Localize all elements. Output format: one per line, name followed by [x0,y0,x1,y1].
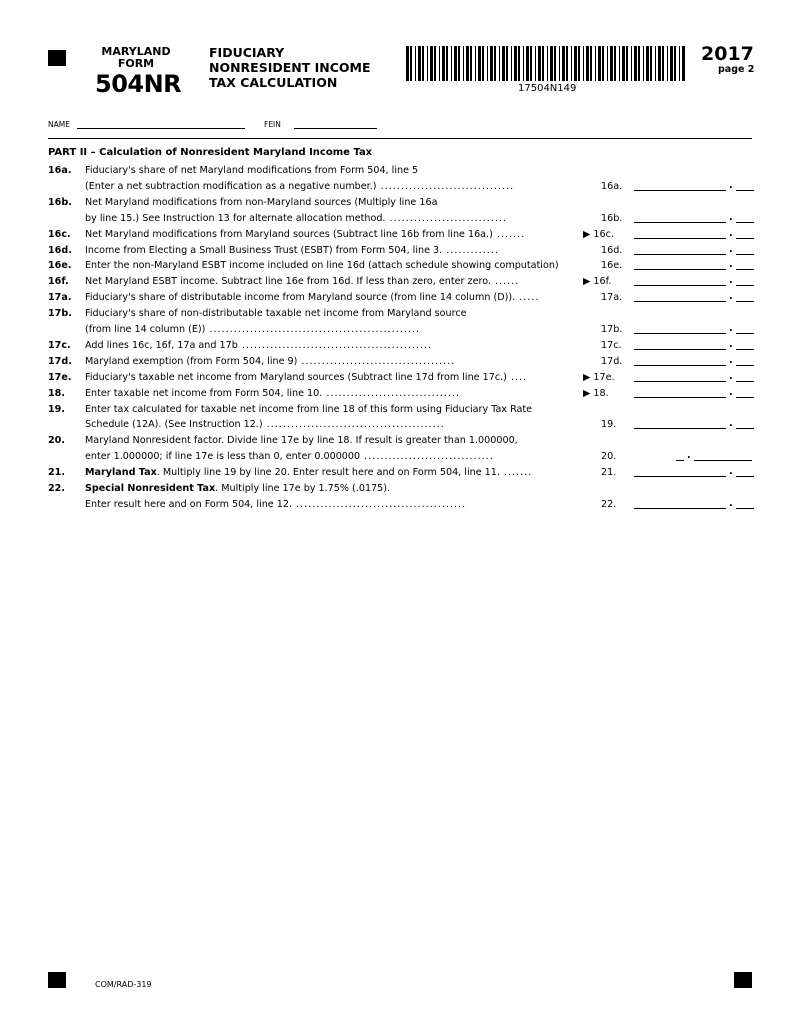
tax-year: 2017 [701,43,754,65]
form-line-row [48,227,758,243]
amount-cents-field[interactable] [736,269,754,270]
amount-dollars-field[interactable] [634,381,726,382]
amount-cents-field[interactable] [736,428,754,429]
line-reference: 19. [601,419,617,431]
decimal-point: . [729,275,733,287]
barcode-bar [442,46,445,81]
form-line-row [48,322,758,338]
line-number: 19. [48,403,65,415]
form-line-row [48,370,758,386]
dot-leader: ............. [442,244,499,256]
barcode-bar [610,46,613,81]
dot-leader: ..... [515,292,540,304]
dot-leader: ...................................... [297,355,456,367]
line-number: 16f. [48,276,69,288]
amount-dollars-field[interactable] [634,476,726,477]
barcode-bar [511,46,512,81]
form-line-row [48,274,758,290]
form-line-row [48,497,758,513]
decimal-point: . [729,354,733,366]
line-reference: 16b. [601,212,623,224]
barcode-bar [559,46,560,81]
line-reference: 17a. [601,292,623,304]
form-line-row [48,179,758,195]
barcode-bar [454,46,457,81]
registration-mark-top-left [48,50,66,66]
dot-leader: ................................. [322,387,460,399]
dot-leader: ................................ [360,451,494,463]
amount-dollars-field[interactable] [634,428,726,429]
barcode-bar [607,46,608,81]
line-text-body: . Multiply line 17e by 1.75% (.0175). [215,483,391,494]
amount-cents-field[interactable] [736,222,754,223]
line-text [85,290,539,306]
line-text [85,243,499,259]
dot-leader: .................................................... [205,324,421,335]
barcode-bar [466,46,469,81]
line-text-body: Maryland Nonresident factor. Divide line 17e by line 18. If result is greater than 1.000000, [85,435,518,447]
line-text-body: Maryland exemption (from Form 504, line 9) [85,355,298,367]
decimal-point: . [729,259,733,271]
line-text [85,481,390,497]
barcode-bar [566,46,568,81]
line-text-body: (from line 14 column (E)) [85,324,206,335]
line-number: 16c. [48,228,71,240]
line-text [85,211,507,227]
page-label: page 2 [718,64,755,75]
barcode-bar [571,46,572,81]
amount-dollars-field[interactable] [634,285,726,286]
decimal-point: . [729,370,733,382]
barcode-bar [410,46,412,81]
barcode-bar [526,46,529,81]
dot-leader: ....... [499,467,533,479]
line-text-body: Schedule (12A). (See Instruction 12.) [85,419,263,431]
amount-dollars-field[interactable] [634,508,726,509]
line-number: 22. [48,483,65,494]
barcode-bar [667,46,668,81]
barcode-bar [470,46,472,81]
barcode-bar [538,46,541,81]
line-reference: ▶ 16c. [583,228,614,240]
barcode-bar [451,46,452,81]
registration-mark-bottom-right [734,972,752,988]
line-reference: 20. [601,451,617,463]
barcode-bar [598,46,601,81]
form-title-line-2: NONRESIDENT INCOME [209,60,371,75]
barcode-bar [427,46,428,81]
line-text [85,195,437,211]
barcode-bar [430,46,433,81]
amount-dollars-field[interactable] [634,254,726,255]
line-text [85,465,532,481]
line-text-body: Enter the non-Maryland ESBT income included on line 16d (attach schedule showing computation) [85,260,559,272]
line-text [85,258,559,274]
barcode-bar [506,46,508,81]
line-text-body: Fiduciary's share of non-distributable taxable net income from Maryland source [85,308,467,320]
registration-mark-bottom-left [48,972,66,988]
form-number: 504NR [95,70,182,98]
decimal-point: . [729,243,733,255]
line-reference: 16a. [601,180,623,192]
barcode-bar [446,46,448,81]
barcode-number: 17504N149 [518,83,577,94]
barcode-bar [631,46,632,81]
amount-cents-field[interactable] [736,397,754,398]
fein-label: FEIN [264,120,281,129]
decimal-point: . [729,227,733,239]
barcode-bar [487,46,488,81]
barcode-bar [679,46,680,81]
decimal-point: . [729,323,733,334]
amount-cents-field[interactable] [736,285,754,286]
line-text-body: Net Maryland modifications from Maryland sources (Subtract line 16b from line 16a.) [85,228,493,240]
barcode-bar [602,46,604,81]
barcode-bar [650,46,652,81]
line-number: 16b. [48,196,72,208]
line-text-body: Net Maryland modifications from non-Maryland sources (Multiply line 16a [85,196,438,208]
barcode-bar [490,46,493,81]
decimal-point: . [729,418,733,430]
state-name: MARYLAND [101,45,171,58]
form-line-row [48,258,758,274]
dot-leader: ............................................... [237,339,433,351]
form-line-row [48,163,758,179]
line-text [85,274,519,290]
amount-dollars-field[interactable] [634,269,726,270]
decimal-point: . [687,450,691,462]
line-text [85,354,455,370]
form-line-row [48,481,758,497]
line-number: 17b. [48,308,72,320]
form-state-label [96,46,176,70]
barcode-bar [523,46,524,81]
form-title [209,45,371,90]
barcode-bar [530,46,532,81]
line-text-body: Enter result here and on Form 504, line 12. [85,498,293,510]
amount-cents-field[interactable] [736,508,754,509]
form-line-row [48,338,758,354]
barcode-bar [626,46,628,81]
barcode-bar [590,46,592,81]
line-text [85,163,418,179]
dot-leader: .... [506,371,528,383]
barcode-bar [614,46,616,81]
factor-integer-field[interactable] [676,460,684,461]
line-number: 17e. [48,371,72,383]
amount-dollars-field[interactable] [634,365,726,366]
decimal-point: . [729,211,733,223]
part-title: PART II – Calculation of Nonresident Maryland Income Tax [48,147,373,158]
form-title-line-1: FIDUCIARY [209,45,285,60]
barcode-bar [547,46,548,81]
line-number: 21. [48,467,65,479]
form-line-row [48,243,758,259]
line-number: 16d. [48,244,72,256]
barcode-bar [478,46,481,81]
line-text-body: Net Maryland ESBT income. Subtract line 16e from 16d. If less than zero, enter zero. [85,276,491,288]
decimal-point: . [729,497,733,509]
barcode-bar [574,46,577,81]
barcode-icon [406,46,686,81]
barcode-bar [562,46,565,81]
line-number: 16a. [48,165,72,176]
decimal-point: . [729,179,733,191]
line-text [85,386,460,402]
amount-dollars-field[interactable] [634,301,726,302]
form-code: COM/RAD-319 [95,980,152,989]
amount-dollars-field[interactable] [634,190,726,191]
barcode-bar [502,46,505,81]
form-line-row [48,354,758,370]
barcode-bar [619,46,620,81]
line-text [85,179,514,195]
name-label: NAME [48,120,70,129]
line-reference: 17c. [601,339,622,351]
line-text [85,417,445,433]
line-text-body: Income from Electing a Small Business Trust (ESBT) from Form 504, line 3. [85,244,443,256]
line-text [85,433,518,449]
barcode-bar [586,46,589,81]
form-line-row [48,306,758,322]
barcode-bar [670,46,673,81]
line-reference: 17b. [601,324,623,335]
form-line-row [48,433,758,449]
amount-dollars-field[interactable] [634,349,726,350]
amount-cents-field[interactable] [736,333,754,334]
amount-dollars-field[interactable] [634,238,726,239]
barcode-bar [475,46,476,81]
dot-leader: ...... [490,276,520,288]
barcode-bar [535,46,536,81]
line-reference: 17d. [601,355,623,367]
barcode-bar [434,46,436,81]
decimal-point: . [729,466,733,478]
barcode-bar [518,46,520,81]
form-line-row [48,449,758,465]
line-text [85,402,532,418]
barcode-bar [550,46,553,81]
amount-dollars-field[interactable] [634,333,726,334]
form-line-row [48,417,758,433]
amount-cents-field[interactable] [736,476,754,477]
line-reference: 21. [601,467,617,479]
line-number: 18. [48,387,65,399]
line-text [85,227,525,243]
line-text-body: . Multiply line 19 by line 20. Enter result here and on Form 504, line 11. [156,467,500,479]
line-text-body: Enter taxable net income from Form 504, line 10. [85,387,323,399]
amount-cents-field[interactable] [736,238,754,239]
form-line-row [48,402,758,418]
barcode-bar [542,46,544,81]
barcode-bar [674,46,676,81]
form-word: FORM [117,57,155,70]
barcode-bar [595,46,596,81]
line-number: 16e. [48,260,72,272]
decimal-point: . [729,338,733,350]
line-reference: ▶ 18. [583,387,609,399]
line-bold-text: Special Nonresident Tax [85,483,216,494]
line-reference: 16e. [601,260,623,272]
line-number: 17a. [48,292,72,304]
form-line-row [48,211,758,227]
amount-cents-field[interactable] [736,301,754,302]
barcode-bar [643,46,644,81]
amount-dollars-field[interactable] [634,397,726,398]
line-text-body: Enter tax calculated for taxable net income from line 18 of this form using Fiduciary Tax Rate [85,403,533,415]
dot-leader: ............................................ [262,419,445,431]
dot-leader: ............................. [385,212,507,224]
line-number: 17d. [48,355,72,367]
line-bold-text: Maryland Tax [85,467,157,479]
line-text-body: Add lines 16c, 16f, 17a and 17b [85,339,238,351]
dot-leader: ....... [492,228,526,240]
line-reference: 22. [601,498,617,510]
amount-cents-field[interactable] [736,254,754,255]
name-field[interactable] [77,128,245,129]
line-text-body: Fiduciary's share of net Maryland modifications from Form 504, line 5 [85,165,419,176]
barcode-bar [499,46,500,81]
amount-dollars-field[interactable] [634,222,726,223]
line-number: 17c. [48,339,71,351]
line-number: 20. [48,435,65,447]
line-text-body: enter 1.000000; if line 17e is less than 0, enter 0.000000 [85,451,361,463]
form-title-line-3: TAX CALCULATION [209,75,338,90]
barcode-bar [578,46,580,81]
barcode-bar [418,46,421,81]
barcode-bar [662,46,664,81]
barcode-bar [682,46,685,81]
line-text [85,449,494,465]
line-text-body: (Enter a net subtraction modification as a negative number.) [85,180,377,192]
line-text [85,370,527,386]
amount-cents-field[interactable] [736,365,754,366]
barcode-bar [439,46,440,81]
fein-field[interactable] [294,128,377,129]
dot-leader: ................................. [376,180,515,192]
barcode-bar [482,46,484,81]
line-text [85,322,420,338]
dot-leader: .......................................... [292,498,467,510]
barcode-bar [646,46,649,81]
line-reference: ▶ 17e. [583,371,615,383]
line-text [85,338,432,354]
barcode-bar [494,46,496,81]
barcode-bar [583,46,584,81]
barcode-bar [554,46,556,81]
barcode-bar [655,46,656,81]
barcode-bar [658,46,661,81]
form-line-row [48,465,758,481]
amount-cents-field[interactable] [736,381,754,382]
barcode-bar [422,46,424,81]
barcode-bar [622,46,625,81]
line-text-body: by line 15.) See Instruction 13 for alternate allocation method. [85,212,386,224]
line-text-body: Fiduciary's share of distributable income from Maryland source (from line 14 column (D)). [85,292,516,304]
form-line-row [48,290,758,306]
decimal-point: . [729,386,733,398]
barcode-bar [514,46,517,81]
line-text [85,306,467,322]
line-reference: ▶ 16f. [583,276,612,288]
barcode-bar [638,46,640,81]
line-text [85,497,466,513]
decimal-point: . [729,291,733,303]
barcode-bar [458,46,460,81]
line-reference: 16d. [601,244,623,256]
barcode-bar [415,46,416,81]
factor-decimal-field[interactable] [694,460,752,461]
barcode-bar [463,46,464,81]
amount-cents-field[interactable] [736,349,754,350]
form-line-row [48,195,758,211]
barcode-bar [406,46,409,81]
barcode-bar [634,46,637,81]
header-divider [48,138,752,139]
line-text-body: Fiduciary's taxable net income from Maryland sources (Subtract line 17d from line 17c.) [85,371,507,383]
form-line-row [48,386,758,402]
amount-cents-field[interactable] [736,190,754,191]
